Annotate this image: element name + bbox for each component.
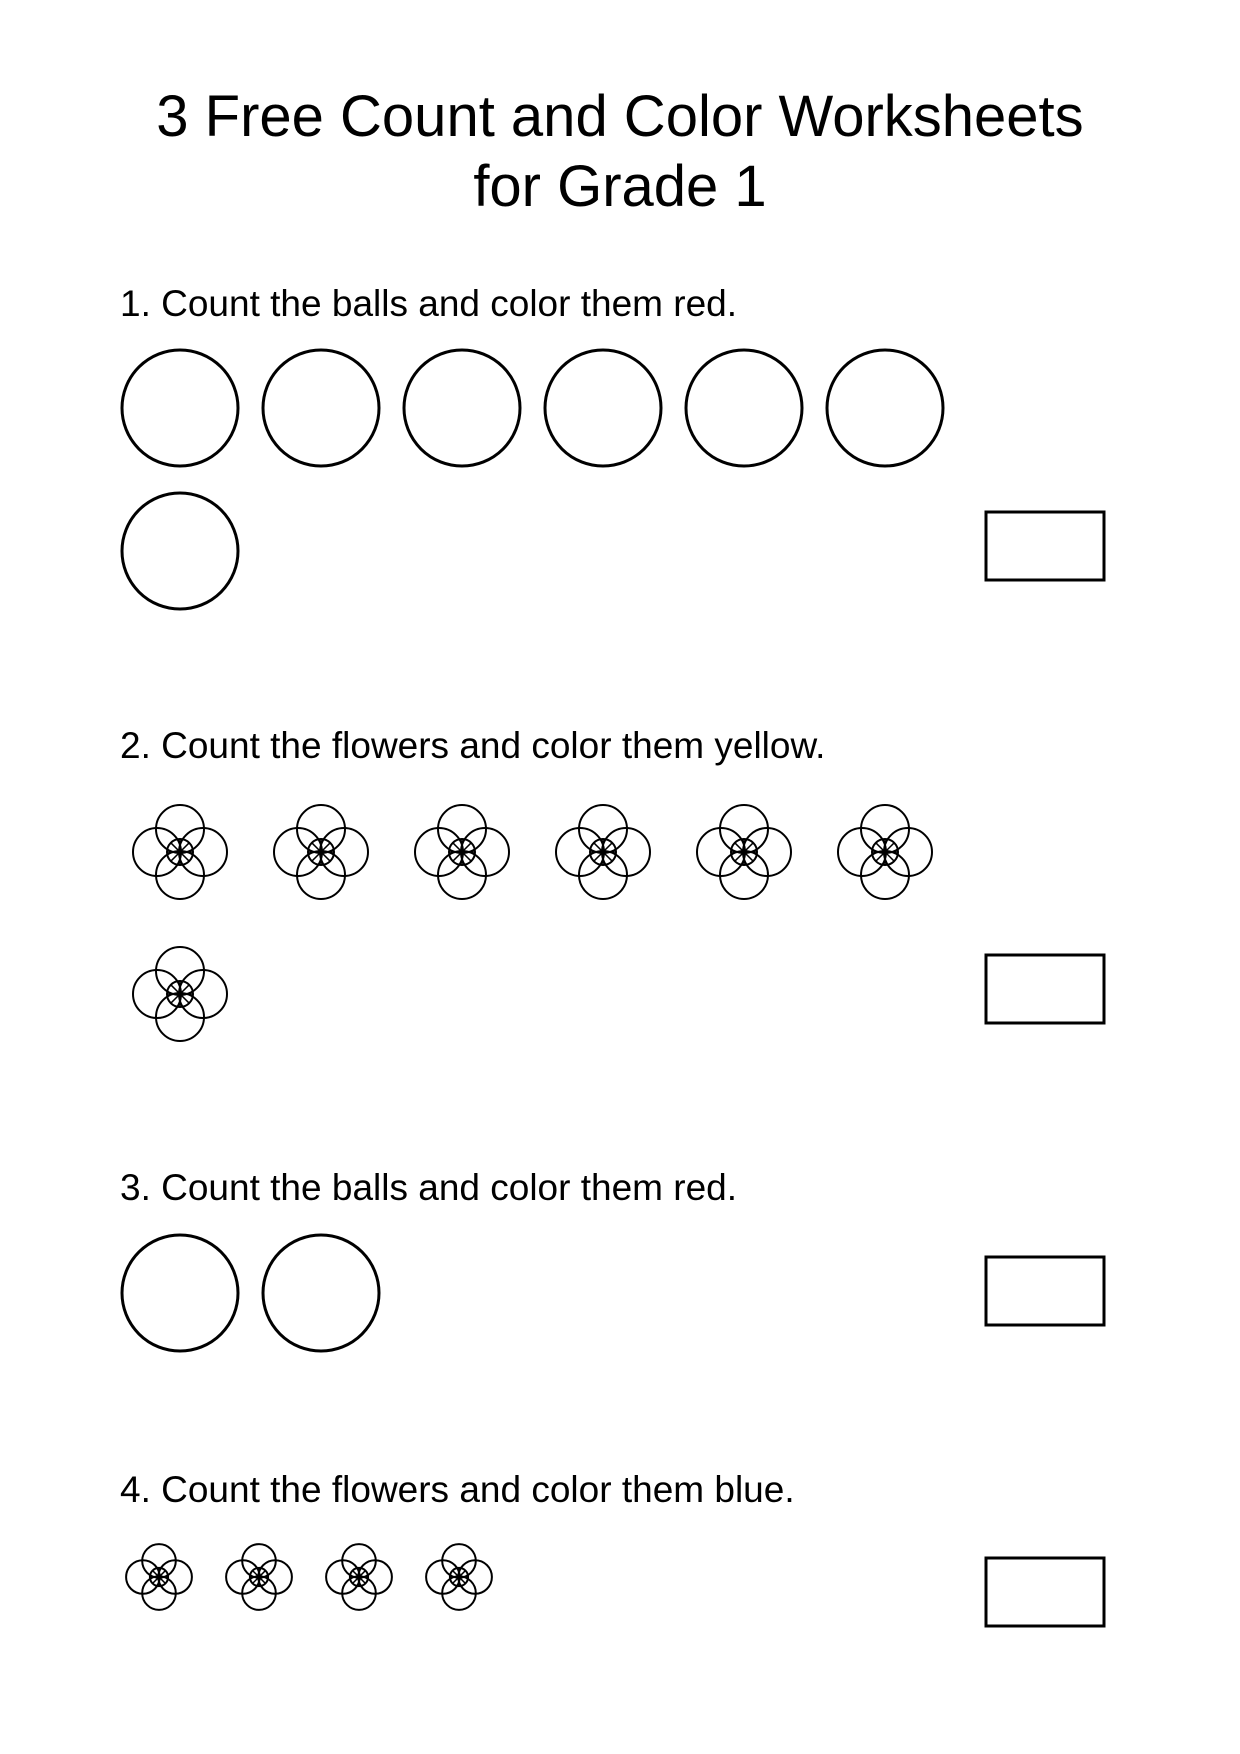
ball-q1-5[interactable]	[686, 350, 802, 466]
ball-q1-4[interactable]	[545, 350, 661, 466]
answer-box-1[interactable]	[986, 512, 1104, 580]
ball-q1-1[interactable]	[122, 350, 238, 466]
flower-q4-1[interactable]	[126, 1544, 192, 1610]
ball-q1-7[interactable]	[122, 493, 238, 609]
flower-q2-2[interactable]	[274, 805, 368, 899]
question-2-prompt: 2. Count the flowers and color them yellow.	[120, 725, 826, 766]
answer-box-4[interactable]	[986, 1558, 1104, 1626]
flower-q4-4[interactable]	[426, 1544, 492, 1610]
title-line-1: 3 Free Count and Color Worksheets	[156, 84, 1084, 149]
ball-q3-2[interactable]	[263, 1235, 379, 1351]
flower-q4-3[interactable]	[326, 1544, 392, 1610]
ball-q1-3[interactable]	[404, 350, 520, 466]
flower-q2-7[interactable]	[133, 947, 227, 1041]
title-line-2: for Grade 1	[473, 154, 767, 219]
flower-q2-5[interactable]	[697, 805, 791, 899]
flower-q4-2[interactable]	[226, 1544, 292, 1610]
flower-q2-6[interactable]	[838, 805, 932, 899]
answer-box-2[interactable]	[986, 955, 1104, 1023]
ball-q1-6[interactable]	[827, 350, 943, 466]
question-3-prompt: 3. Count the balls and color them red.	[120, 1167, 738, 1208]
question-4-prompt: 4. Count the flowers and color them blue.	[120, 1469, 795, 1510]
ball-q3-1[interactable]	[122, 1235, 238, 1351]
answer-box-3[interactable]	[986, 1257, 1104, 1325]
flower-q2-4[interactable]	[556, 805, 650, 899]
question-1-prompt: 1. Count the balls and color them red.	[120, 283, 738, 324]
flower-q2-1[interactable]	[133, 805, 227, 899]
flower-q2-3[interactable]	[415, 805, 509, 899]
ball-q1-2[interactable]	[263, 350, 379, 466]
